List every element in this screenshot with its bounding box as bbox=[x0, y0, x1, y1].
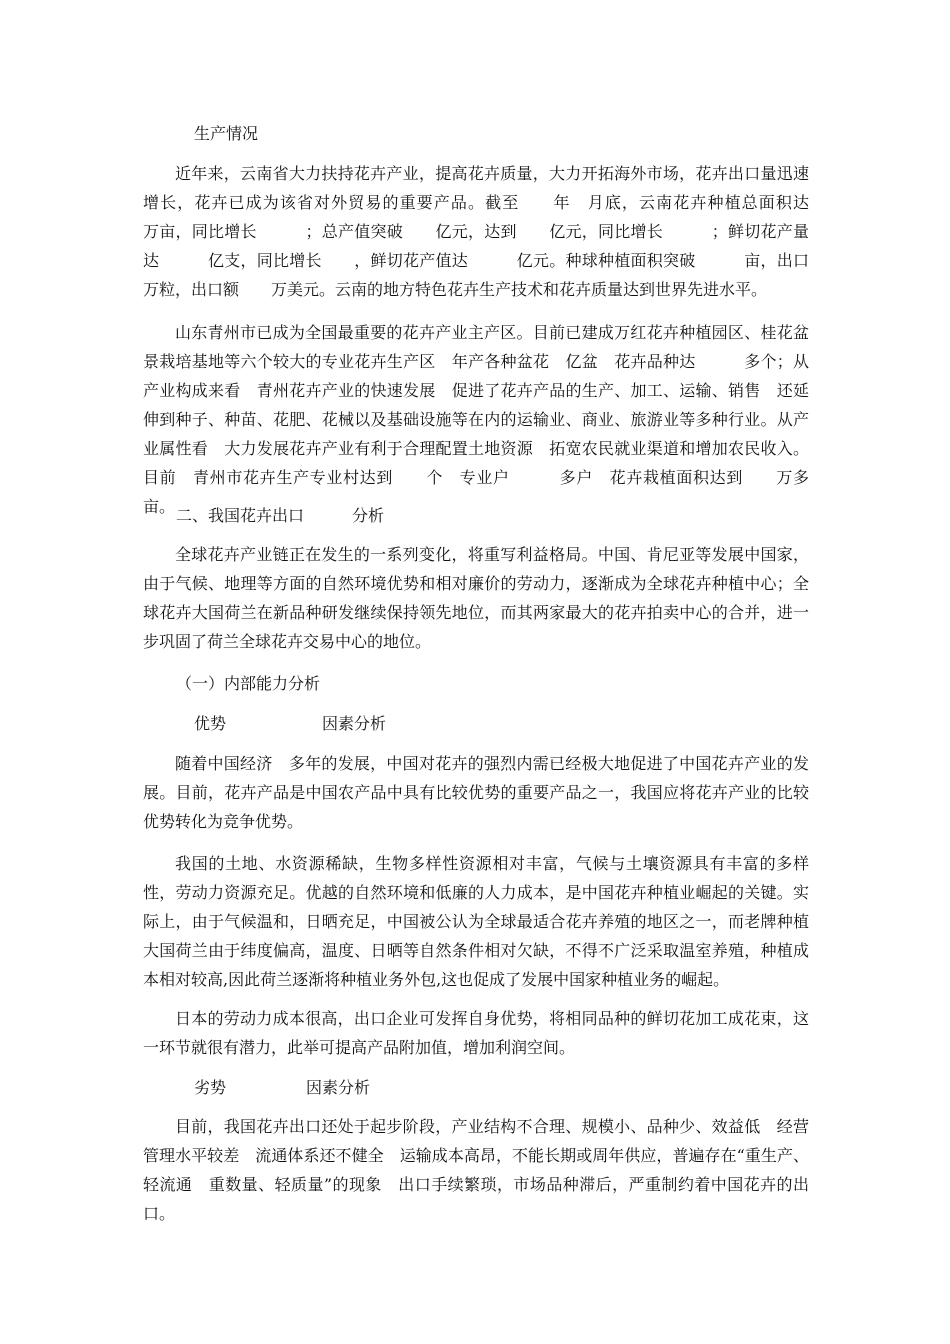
paragraph-qingzhou: 山东青州市已成为全国最重要的花卉产业主产区。目前已建成万红花卉种植园区、桂花盆景栽培基地等六个较大的专业花卉生产区 年产各种盆花 亿盆 花卉品种达 多个；从产业构成来看 青州花卉产业的快速发展 促进了花卉产品的生产、加工、运输、销售 还延伸到种子、种苗、花肥、花械以及基础设施等在内的运输业、商业、旅游业等多种行业。从产业属性看 大力发展花卉产业有利于合理配置土地资源 拓宽农民就业渠道和增加农民收入。目前 青州市花卉生产专业村达到 个 专业户 多户 花卉栽植面积达到 万多亩。 bbox=[143, 323, 809, 516]
paragraph-resources: 我国的土地、水资源稀缺，生物多样性资源相对丰富，气候与土壤资源具有丰富的多样性，劳动力资源充足。优越的自然环境和低廉的人力成本，是中国花卉种植业崛起的关键。实际上，由于气候温和，日晒充足，中国被公认为全球最适合花卉养殖的地区之一，而老牌种植大国荷兰由于纬度偏高，温度、日晒等自然条件相对欠缺，不得不广泛采取温室养殖，种植成本相对较高,因此荷兰逐渐将种植业务外包,这也促成了发展中国家种植业务的崛起。 bbox=[143, 854, 809, 989]
heading-weakness-factors: 劣势 因素分析 bbox=[194, 1078, 371, 1097]
heading-production: 生产情况 bbox=[194, 124, 259, 143]
heading-internal-analysis: （一）内部能力分析 bbox=[176, 674, 321, 693]
heading-strength-factors: 优势 因素分析 bbox=[194, 714, 387, 733]
heading-export-analysis: 二、我国花卉出口 分析 bbox=[176, 506, 385, 525]
paragraph-weakness: 目前，我国花卉出口还处于起步阶段，产业结构不合理、规模小、品种少、效益低 经营管理水平较差 流通体系还不健全 运输成本高昂，不能长期或周年供应，普遍存在“重生产、轻流通 重数量、轻质量”的现象 出口手续繁琐，市场品种滞后，严重制约着中国花卉的出口。 bbox=[143, 1117, 809, 1223]
paragraph-economy: 随着中国经济 多年的发展，中国对花卉的强烈内需已经极大地促进了中国花卉产业的发展。目前，花卉产品是中国农产品中具有比较优势的重要产品之一，我国应将花卉产业的比较优势转化为竞争优势。 bbox=[143, 754, 809, 831]
paragraph-global-industry: 全球花卉产业链正在发生的一系列变化，将重写利益格局。中国、肯尼亚等发展中国家，由于气候、地理等方面的自然环境优势和相对廉价的劳动力，逐渐成为全球花卉种植中心；全球花卉大国荷兰在新品种研发继续保持领先地位，而其两家最大的花卉拍卖中心的合并，进一步巩固了荷兰全球花卉交易中心的地位。 bbox=[143, 545, 809, 651]
paragraph-yunnan: 近年来，云南省大力扶持花卉产业，提高花卉质量，大力开拓海外市场，花卉出口量迅速增长，花卉已成为该省对外贸易的重要产品。截至 年 月底，云南花卉种植总面积达 万亩，同比增长 ；总产值突破 亿元，达到 亿元，同比增长 ；鲜切花产量达 亿支，同比增长 ，鲜切花产值达 亿元。种球种植面积突破 亩，出口 万粒，出口额 万美元。云南的地方特色花卉生产技术和花卉质量达到世界先进水平。 bbox=[143, 164, 858, 299]
paragraph-japan: 日本的劳动力成本很高，出口企业可发挥自身优势，将相同品种的鲜切花加工成花束，这一环节就很有潜力，此举可提高产品附加值，增加利润空间。 bbox=[143, 1009, 809, 1057]
